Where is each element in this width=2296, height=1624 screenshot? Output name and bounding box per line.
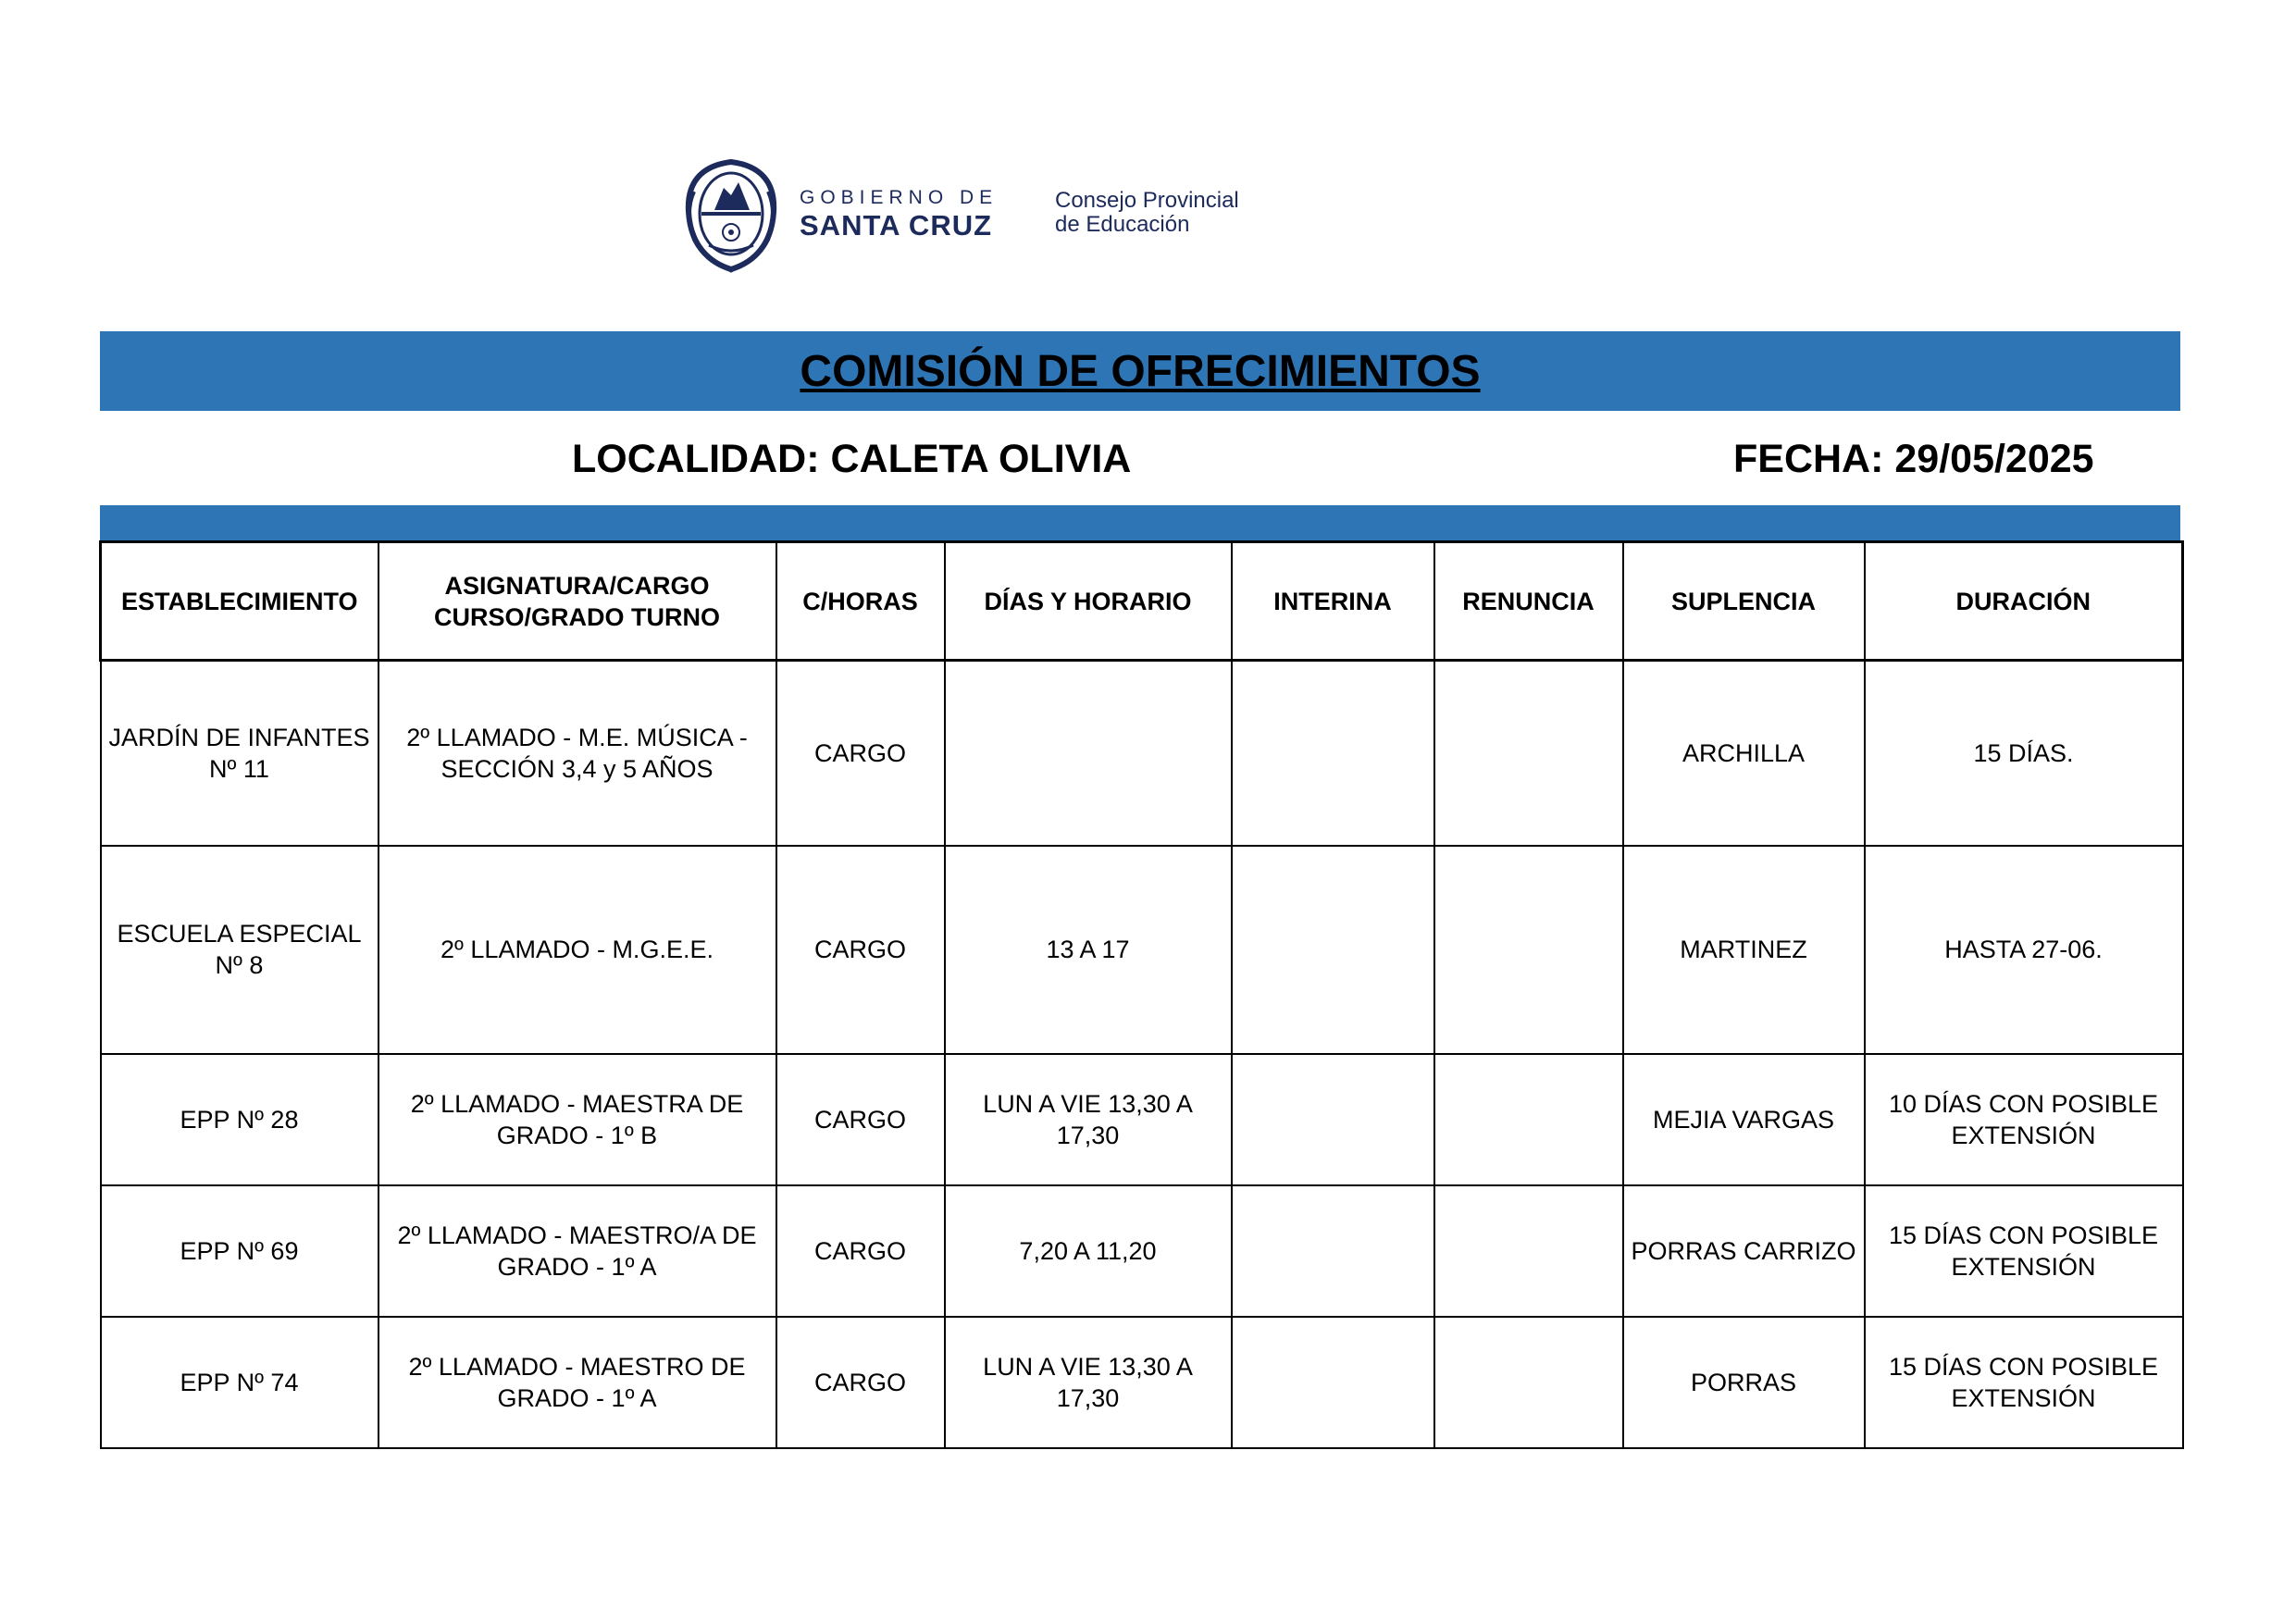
- ofrecimientos-table: [99, 540, 2184, 1449]
- gov-line-2: SANTA CRUZ: [800, 209, 993, 242]
- col-header-suplencia: SUPLENCIA: [1623, 542, 1865, 661]
- col-header-asignatura: [379, 542, 776, 661]
- cell-asignatura: 2º LLAMADO - M.G.E.E.: [379, 846, 776, 1054]
- cell-establecimiento: EPP Nº 69: [101, 1185, 379, 1317]
- cell-horas: CARGO: [776, 1317, 945, 1448]
- cell-horas: CARGO: [776, 1185, 945, 1317]
- cell-establecimiento: EPP Nº 74: [101, 1317, 379, 1448]
- col-header-asignatura-line-1: ASIGNATURA/CARGO: [444, 571, 710, 600]
- col-header-horas: C/HORAS: [776, 542, 945, 661]
- table-row: [101, 1185, 2183, 1317]
- cell-suplencia: PORRAS: [1623, 1317, 1865, 1448]
- cell-interina: [1232, 846, 1434, 1054]
- col-header-interina: INTERINA: [1232, 542, 1434, 661]
- council-name: [1055, 189, 1239, 237]
- table-row: [101, 1054, 2183, 1185]
- cell-dias: 7,20 A 11,20: [945, 1185, 1232, 1317]
- col-header-dias: DÍAS Y HORARIO: [945, 542, 1232, 661]
- col-header-asignatura-line-2: CURSO/GRADO TURNO: [434, 602, 720, 631]
- cell-renuncia: [1434, 846, 1623, 1054]
- cell-suplencia: PORRAS CARRIZO: [1623, 1185, 1865, 1317]
- santa-cruz-emblem-icon: [681, 155, 781, 275]
- cell-asignatura: 2º LLAMADO - M.E. MÚSICA - SECCIÓN 3,4 y 5 AÑOS: [379, 661, 776, 846]
- header-logo: [681, 150, 1273, 279]
- cell-renuncia: [1434, 1185, 1623, 1317]
- cell-dias: LUN A VIE 13,30 A 17,30: [945, 1054, 1232, 1185]
- cell-suplencia: ARCHILLA: [1623, 661, 1865, 846]
- cell-interina: [1232, 1317, 1434, 1448]
- cell-establecimiento: EPP Nº 28: [101, 1054, 379, 1185]
- cell-dias: [945, 661, 1232, 846]
- cell-suplencia: MARTINEZ: [1623, 846, 1865, 1054]
- cell-asignatura: 2º LLAMADO - MAESTRO/A DE GRADO - 1º A: [379, 1185, 776, 1317]
- table-row: [101, 846, 2183, 1054]
- header-divider-bar: [100, 505, 2180, 540]
- table-row: [101, 1317, 2183, 1448]
- cell-asignatura: 2º LLAMADO - MAESTRA DE GRADO - 1º B: [379, 1054, 776, 1185]
- cell-horas: CARGO: [776, 661, 945, 846]
- title-bar: [100, 331, 2180, 411]
- col-header-renuncia: RENUNCIA: [1434, 542, 1623, 661]
- cell-horas: CARGO: [776, 1054, 945, 1185]
- cell-dias: LUN A VIE 13,30 A 17,30: [945, 1317, 1232, 1448]
- cell-renuncia: [1434, 661, 1623, 846]
- cell-interina: [1232, 1054, 1434, 1185]
- col-header-duracion: DURACIÓN: [1865, 542, 2183, 661]
- council-line-2: de Educación: [1055, 212, 1190, 237]
- cell-duracion: 15 DÍAS.: [1865, 661, 2183, 846]
- col-header-establecimiento: ESTABLECIMIENTO: [101, 542, 379, 661]
- cell-renuncia: [1434, 1317, 1623, 1448]
- cell-suplencia: MEJIA VARGAS: [1623, 1054, 1865, 1185]
- gov-line-1: GOBIERNO DE: [800, 187, 999, 208]
- cell-duracion: 10 DÍAS CON POSIBLE EXTENSIÓN: [1865, 1054, 2183, 1185]
- cell-establecimiento: ESCUELA ESPECIAL Nº 8: [101, 846, 379, 1054]
- council-line-1: Consejo Provincial: [1055, 188, 1239, 213]
- cell-establecimiento: JARDÍN DE INFANTES Nº 11: [101, 661, 379, 846]
- document-title: COMISIÓN DE OFRECIMIENTOS: [800, 346, 1481, 396]
- table-row: [101, 661, 2183, 846]
- cell-interina: [1232, 1185, 1434, 1317]
- cell-renuncia: [1434, 1054, 1623, 1185]
- cell-duracion: 15 DÍAS CON POSIBLE EXTENSIÓN: [1865, 1317, 2183, 1448]
- table-header-row: [101, 542, 2183, 661]
- cell-horas: CARGO: [776, 846, 945, 1054]
- cell-duracion: 15 DÍAS CON POSIBLE EXTENSIÓN: [1865, 1185, 2183, 1317]
- cell-interina: [1232, 661, 1434, 846]
- cell-duracion: HASTA 27-06.: [1865, 846, 2183, 1054]
- cell-asignatura: 2º LLAMADO - MAESTRO DE GRADO - 1º A: [379, 1317, 776, 1448]
- cell-dias: 13 A 17: [945, 846, 1232, 1054]
- fecha-label: FECHA: 29/05/2025: [1733, 437, 2094, 481]
- localidad-label: LOCALIDAD: CALETA OLIVIA: [572, 437, 1132, 481]
